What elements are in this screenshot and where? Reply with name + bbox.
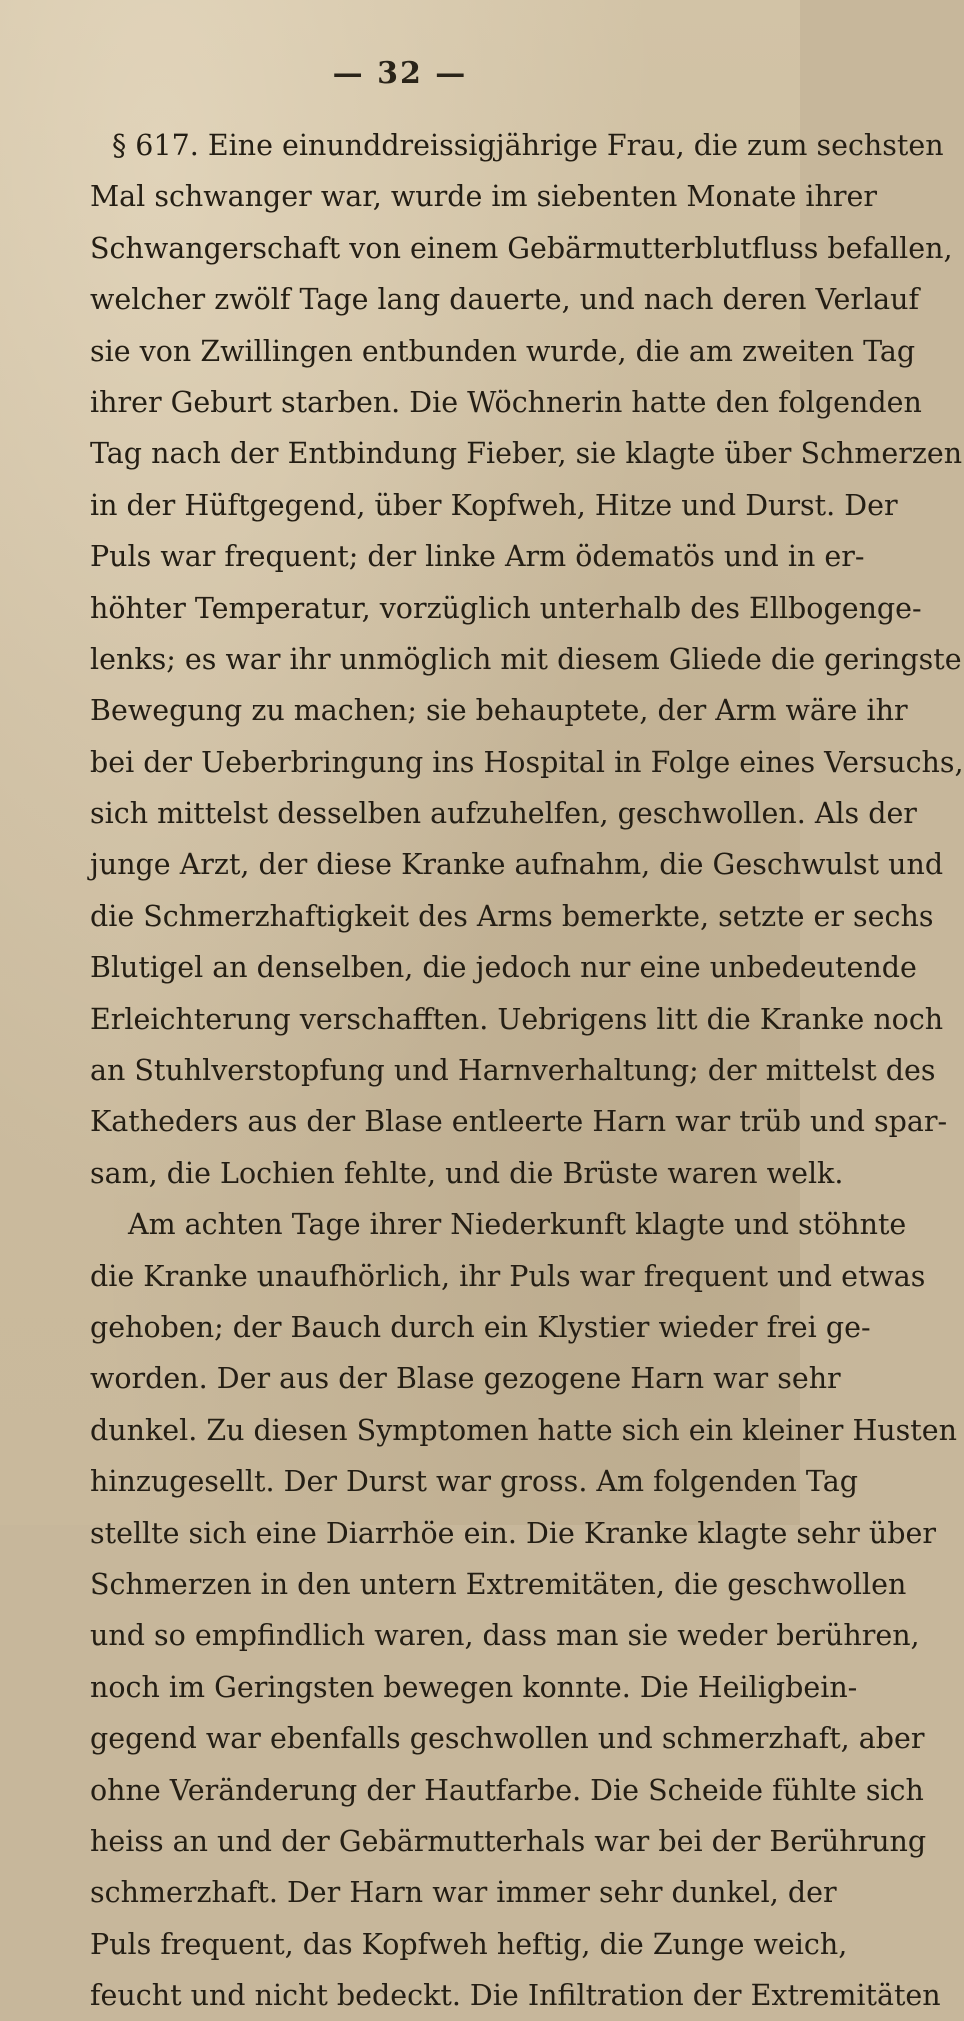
- text-line: Bewegung zu machen; sie behauptete, der Arm wäre ihr: [90, 694, 908, 728]
- text-line: Puls frequent, das Kopfweh heftig, die Zunge weich,: [90, 1927, 848, 1961]
- text-line: Schwangerschaft von einem Gebärmutterblutfluss befallen,: [90, 231, 953, 265]
- text-line: ihrer Geburt starben. Die Wöchnerin hatte den folgenden: [90, 385, 922, 419]
- text-line: noch im Geringsten bewegen konnte. Die Heiligbein-: [90, 1670, 858, 1704]
- text-line: welcher zwölf Tage lang dauerte, und nach deren Verlauf: [90, 283, 919, 317]
- text-line: und so empfindlich waren, dass man sie weder berühren,: [90, 1619, 920, 1653]
- text-line: Puls war frequent; der linke Arm ödematös und in er-: [90, 540, 865, 574]
- text-line: Schmerzen in den untern Extremitäten, die geschwollen: [90, 1567, 907, 1601]
- text-line: junge Arzt, der diese Kranke aufnahm, die Geschwulst und: [90, 848, 944, 882]
- text-line: Mal schwanger war, wurde im siebenten Monate ihrer: [90, 180, 878, 214]
- text-line: Erleichterung verschafften. Uebrigens litt die Kranke noch: [90, 1002, 944, 1036]
- text-line: hinzugesellt. Der Durst war gross. Am folgenden Tag: [90, 1465, 858, 1499]
- text-line: gehoben; der Bauch durch ein Klystier wieder frei ge-: [90, 1310, 871, 1344]
- text-line: die Schmerzhaftigkeit des Arms bemerkte, setzte er sechs: [90, 899, 934, 933]
- text-line: die Kranke unaufhörlich, ihr Puls war frequent und etwas: [90, 1259, 926, 1293]
- text-line: in der Hüftgegend, über Kopfweh, Hitze und Durst. Der: [90, 488, 898, 522]
- text-line: Blutigel an denselben, die jedoch nur eine unbedeutende: [90, 951, 917, 985]
- text-line: bei der Ueberbringung ins Hospital in Folge eines Versuchs,: [90, 745, 964, 779]
- text-line: Am achten Tage ihrer Niederkunft klagte und stöhnte: [128, 1208, 907, 1242]
- text-line: heiss an und der Gebärmutterhals war bei der Berührung: [90, 1824, 927, 1858]
- text-line: gegend war ebenfalls geschwollen und schmerzhaft, aber: [90, 1722, 925, 1756]
- text-line: lenks; es war ihr unmöglich mit diesem Gliede die geringste: [90, 642, 962, 676]
- body-text: [90, 120, 964, 2021]
- page-number: — 32 —: [332, 56, 468, 91]
- text-line: ohne Veränderung der Hautfarbe. Die Scheide fühlte sich: [90, 1773, 924, 1807]
- text-line: Tag nach der Entbindung Fieber, sie klagte über Schmerzen: [90, 437, 963, 471]
- text-line: worden. Der aus der Blase gezogene Harn war sehr: [90, 1362, 841, 1396]
- text-line: Katheders aus der Blase entleerte Harn war trüb und spar-: [90, 1105, 948, 1139]
- text-line: sam, die Lochien fehlte, und die Brüste waren welk.: [90, 1156, 844, 1190]
- text-line: feucht und nicht bedeckt. Die Infiltration der Extremitäten: [90, 1979, 941, 2013]
- text-line: höhter Temperatur, vorzüglich unterhalb des Ellbogenge-: [90, 591, 922, 625]
- text-line: sich mittelst desselben aufzuhelfen, geschwollen. Als der: [90, 797, 917, 831]
- text-line: schmerzhaft. Der Harn war immer sehr dunkel, der: [90, 1876, 837, 1910]
- text-line: an Stuhlverstopfung und Harnverhaltung; der mittelst des: [90, 1054, 936, 1088]
- text-line: sie von Zwillingen entbunden wurde, die am zweiten Tag: [90, 334, 916, 368]
- text-line: stellte sich eine Diarrhöe ein. Die Kranke klagte sehr über: [90, 1516, 936, 1550]
- text-line: § 617. Eine einunddreissigjährige Frau, die zum sechsten: [112, 129, 944, 162]
- text-line: dunkel. Zu diesen Symptomen hatte sich ein kleiner Husten: [90, 1413, 957, 1447]
